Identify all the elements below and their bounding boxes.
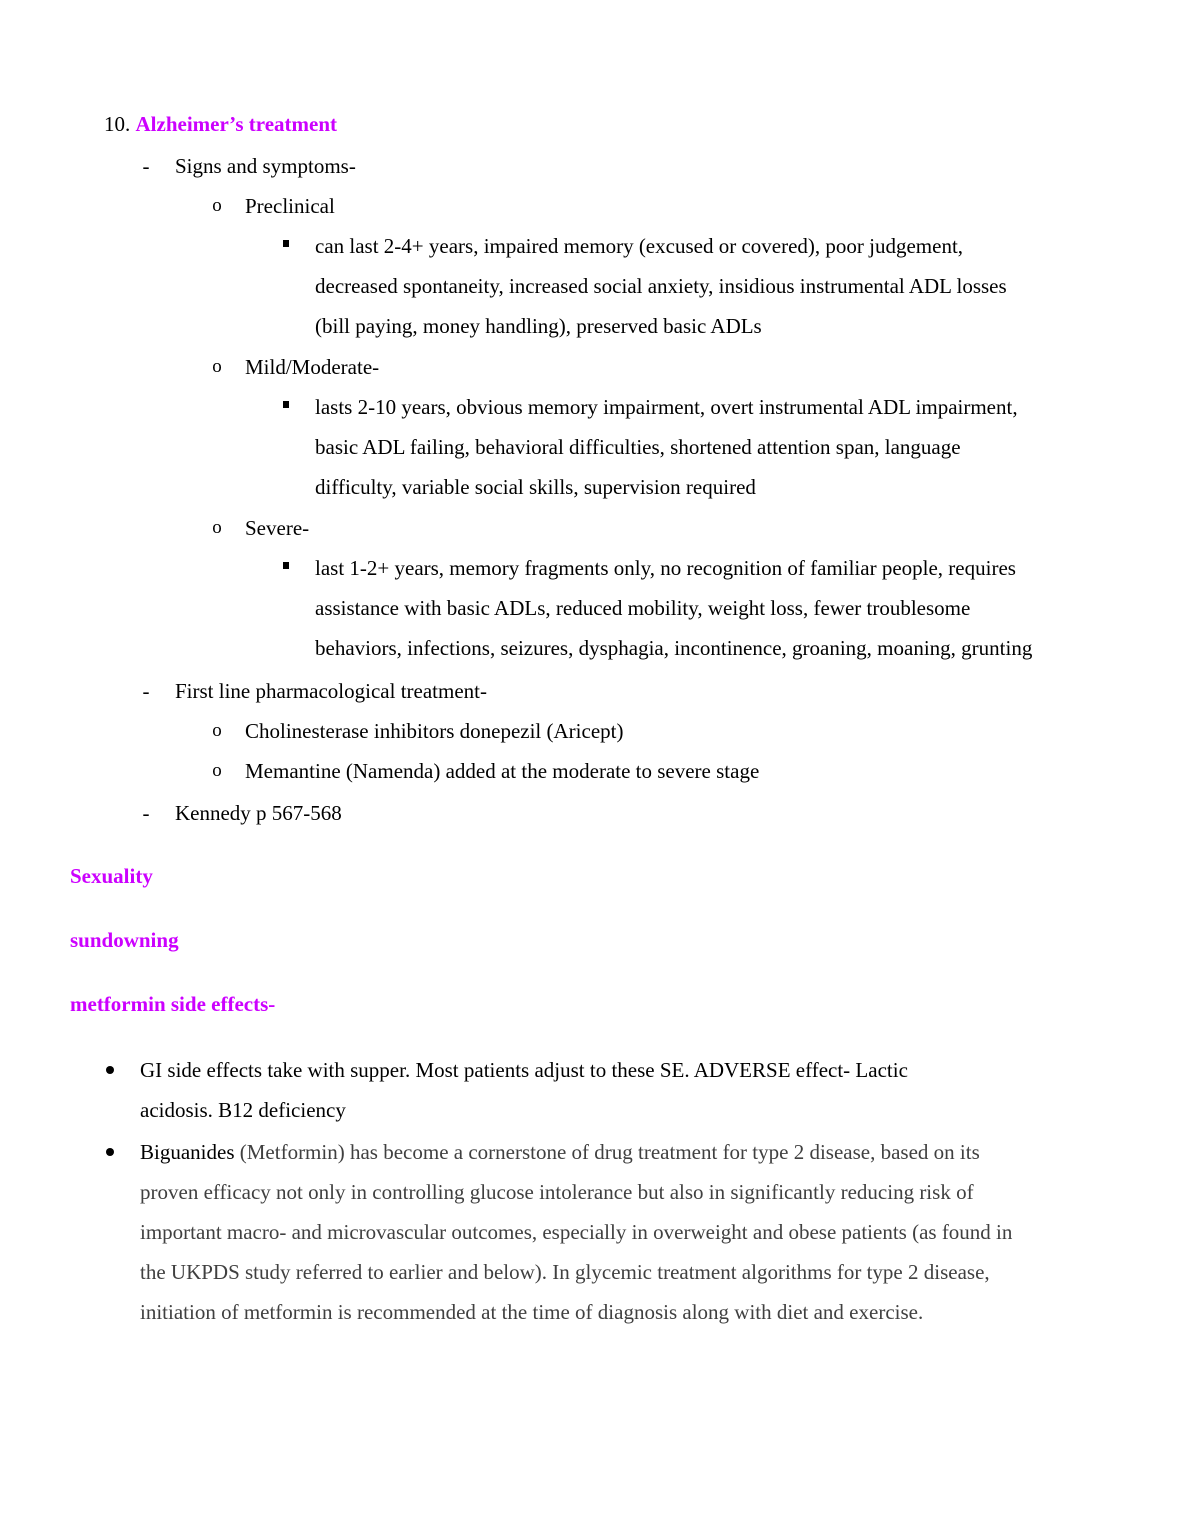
metformin-bullet2-line: proven efficacy not only in controlling glucose intolerance but also in significantly reducing risk of — [140, 1180, 974, 1204]
circle-marker: o — [212, 195, 222, 216]
metformin-bullet1-line: acidosis. B12 deficiency — [140, 1098, 346, 1122]
metformin-bullet2-line: the UKPDS study referred to earlier and below). In glycemic treatment algorithms for type 2 disease, — [140, 1260, 990, 1284]
circle-marker: o — [212, 517, 222, 538]
pharm-item: Cholinesterase inhibitors donepezil (Aricept) — [245, 719, 624, 743]
preclinical-detail-line: decreased spontaneity, increased social anxiety, insidious instrumental ADL losses — [315, 274, 1007, 298]
mild-detail-line: lasts 2-10 years, obvious memory impairment, overt instrumental ADL impairment, — [315, 395, 1018, 419]
section-heading — [104, 104, 337, 144]
pharm-item: Memantine (Namenda) added at the moderate to severe stage — [245, 759, 760, 783]
stage-severe: Severe- — [245, 516, 310, 540]
stage-preclinical: Preclinical — [245, 194, 335, 218]
mild-detail-line: difficulty, variable social skills, supervision required — [315, 475, 756, 499]
metformin-bullet2-line: initiation of metformin is recommended at the time of diagnosis along with diet and exercise. — [140, 1300, 924, 1324]
mild-detail-line: basic ADL failing, behavioral difficulties, shortened attention span, language — [315, 435, 961, 459]
metformin-bullet2-line: important macro- and microvascular outcomes, especially in overweight and obese patients (as found in — [140, 1220, 1013, 1244]
biguanides-term: Biguanides — [140, 1140, 235, 1164]
metformin-bullet2-text: (Metformin) has become a cornerstone of drug treatment for type 2 disease, based on its — [234, 1140, 980, 1164]
severe-detail-line: assistance with basic ADLs, reduced mobility, weight loss, fewer troublesome — [315, 596, 971, 620]
signs-symptoms-label: Signs and symptoms- — [175, 154, 356, 178]
section-title: Alzheimer’s treatment — [135, 112, 338, 136]
dash-marker: - — [142, 154, 150, 178]
square-bullet-icon — [283, 401, 289, 408]
preclinical-detail-line: can last 2-4+ years, impaired memory (excused or covered), poor judgement, — [315, 234, 964, 258]
dash-marker: - — [142, 679, 150, 703]
dash-marker: - — [142, 801, 150, 825]
square-bullet-icon — [283, 562, 289, 569]
circle-marker: o — [212, 760, 222, 781]
section-number: 10. — [104, 112, 131, 136]
metformin-bullet1-line: GI side effects take with supper. Most patients adjust to these SE. ADVERSE effect- Lactic — [140, 1058, 908, 1082]
circle-marker: o — [212, 720, 222, 741]
square-bullet-icon — [283, 240, 289, 247]
round-bullet-icon — [106, 1066, 114, 1074]
severe-detail-line: last 1-2+ years, memory fragments only, no recognition of familiar people, requires — [315, 556, 1016, 580]
preclinical-detail-line: (bill paying, money handling), preserved basic ADLs — [315, 314, 762, 338]
heading-sexuality: Sexuality — [70, 864, 153, 888]
round-bullet-icon — [106, 1148, 114, 1156]
circle-marker: o — [212, 356, 222, 377]
severe-detail-line: behaviors, infections, seizures, dysphagia, incontinence, groaning, moaning, grunting — [315, 636, 1033, 660]
heading-metformin: metformin side effects- — [70, 992, 276, 1016]
reference-text: Kennedy p 567-568 — [175, 801, 342, 825]
pharm-treatment-label: First line pharmacological treatment- — [175, 679, 487, 703]
stage-mild-moderate: Mild/Moderate- — [245, 355, 380, 379]
metformin-bullet2-first-line — [140, 1132, 980, 1172]
heading-sundowning: sundowning — [70, 928, 179, 952]
